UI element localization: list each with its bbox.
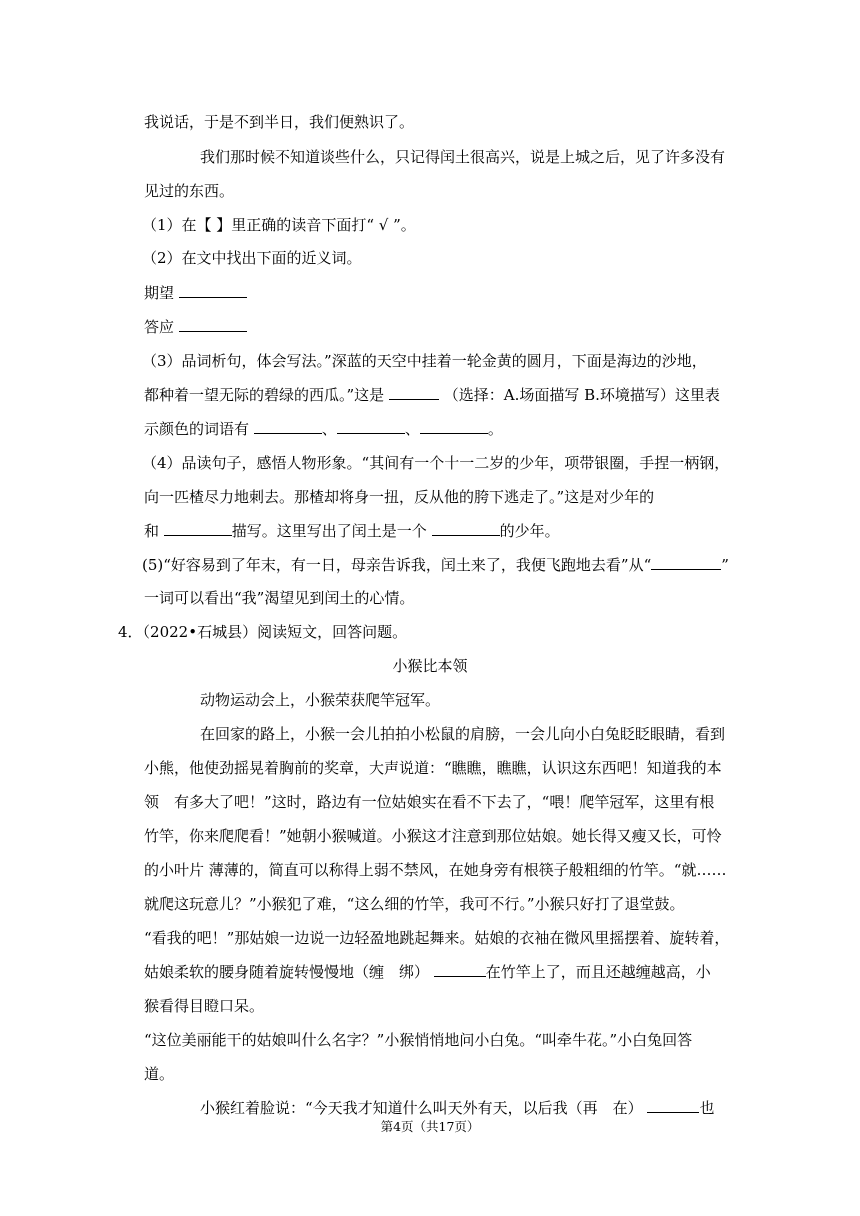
synonym-word: 答应 xyxy=(144,318,175,336)
answer-blank[interactable] xyxy=(647,1098,699,1113)
question-4-line-2: 向一匹楂尽力地刺去。那楂却将身一扭，反从他的胯下逃走了。”这是对少年的 xyxy=(144,488,655,506)
answer-blank[interactable] xyxy=(164,521,232,536)
question-4: （4）品读句子，感悟人物形象。“其间有一个十一二岁的少年，项带银圈，手捏一柄钢， xyxy=(142,454,730,472)
story-line: “看我的吧！”那姑娘一边说一边轻盈地跳起舞来。姑娘的衣袖在微风里摇摆着、旋转着， xyxy=(144,929,730,947)
item-4-header: 4．（2022•石城县）阅读短文，回答问题。 xyxy=(118,623,408,641)
question-5 xyxy=(142,555,729,575)
story-title: 小猴比本领 xyxy=(392,657,468,675)
story-line: 竹竿，你来爬爬看！”她朝小猴喊道。小猴这才注意到那位姑娘。她长得又瘦又长，可怜 xyxy=(144,827,722,845)
story-line xyxy=(200,1098,714,1118)
question-3: （3）品词析句，体会写法。”深蓝的天空中挂着一轮金黄的圆月，下面是海边的沙地， xyxy=(142,352,707,370)
separator: 、 xyxy=(404,420,420,438)
page-number: 第4页（共17页） xyxy=(380,1119,480,1134)
story-text: 小猴红着脸说：“今天我才知道什么叫天外有天，以后我（再 在） xyxy=(200,1099,643,1117)
answer-blank[interactable] xyxy=(420,419,488,434)
story-line xyxy=(144,962,711,982)
story-paragraph: 动物运动会上，小猴荣获爬竿冠军。 xyxy=(200,691,441,709)
answer-blank[interactable] xyxy=(337,419,405,434)
question-text: 和 xyxy=(144,522,160,540)
question-text: （选择：A.场面描写 B.环境描写）这里表 xyxy=(443,386,720,404)
story-line: 就爬这玩意儿？”小猴犯了难，“这么细的竹竿，我可不行。”小猴只好打了退堂鼓。 xyxy=(144,895,685,913)
answer-blank[interactable] xyxy=(179,317,247,332)
synonym-row-1 xyxy=(144,283,247,303)
separator: 。 xyxy=(487,420,503,438)
question-text: 都种着一望无际的碧绿的西瓜。”这是 xyxy=(144,386,385,404)
story-line: 道。 xyxy=(144,1065,175,1083)
answer-blank[interactable] xyxy=(651,555,721,570)
question-1: （1）在【 】里正确的读音下面打“ √ ”。 xyxy=(142,216,416,234)
separator: 、 xyxy=(321,420,337,438)
question-text: 描写。这里写出了闰土是一个 xyxy=(231,522,427,540)
question-3-line-3 xyxy=(144,419,503,439)
question-text: (5)“好容易到了年末，有一日，母亲告诉我，闰土来了，我便飞跑地去看”从“ xyxy=(142,556,652,574)
answer-blank[interactable] xyxy=(254,419,322,434)
answer-blank[interactable] xyxy=(432,521,500,536)
passage-line: 我说话，于是不到半日，我们便熟识了。 xyxy=(144,113,415,131)
story-line: 猴看得目瞪口呆。 xyxy=(144,997,265,1015)
story-line: 在回家的路上，小猴一会儿拍拍小松鼠的肩膀，一会儿向小白兔眨眨眼睛，看到 xyxy=(200,725,726,743)
story-line: 领 有多大了吧！”这时，路边有一位姑娘实在看不下去了，“喂！爬竿冠军，这里有根 xyxy=(144,793,715,811)
question-5-line-2: 一词可以看出“我”渴望见到闰土的心情。 xyxy=(144,589,415,607)
question-2: （2）在文中找出下面的近义词。 xyxy=(142,249,362,267)
passage-line: 见过的东西。 xyxy=(144,182,235,200)
answer-blank[interactable] xyxy=(434,962,486,977)
synonym-word: 期望 xyxy=(144,284,175,302)
answer-blank[interactable] xyxy=(389,385,439,400)
story-line: 的小叶片 薄薄的，简直可以称得上弱不禁风，在她身旁有根筷子般粗细的竹竿。“就…… xyxy=(144,861,727,879)
passage-line: 我们那时候不知道谈些什么，只记得闰土很高兴，说是上城之后，见了许多没有 xyxy=(200,148,726,166)
story-text: 在竹竿上了，而且还越缠越高，小 xyxy=(485,963,711,981)
story-text: 姑娘柔软的腰身随着旋转慢慢地（缠 绑） xyxy=(144,963,430,981)
question-text: ” xyxy=(721,556,729,574)
synonym-row-2 xyxy=(144,317,247,337)
question-text: 示颜色的词语有 xyxy=(144,420,250,438)
question-text: 的少年。 xyxy=(499,522,560,540)
answer-blank[interactable] xyxy=(179,283,247,298)
story-line: 小熊，他使劲摇晃着胸前的奖章，大声说道：“瞧瞧，瞧瞧，认识这东西吧！知道我的本 xyxy=(144,759,722,777)
story-line: “这位美丽能干的姑娘叫什么名字？”小猴悄悄地问小白兔。“叫牵牛花。”小白兔回答 xyxy=(144,1031,693,1049)
question-4-line-3 xyxy=(144,521,560,541)
story-text: 也 xyxy=(699,1099,715,1117)
question-3-line-2 xyxy=(144,385,720,405)
